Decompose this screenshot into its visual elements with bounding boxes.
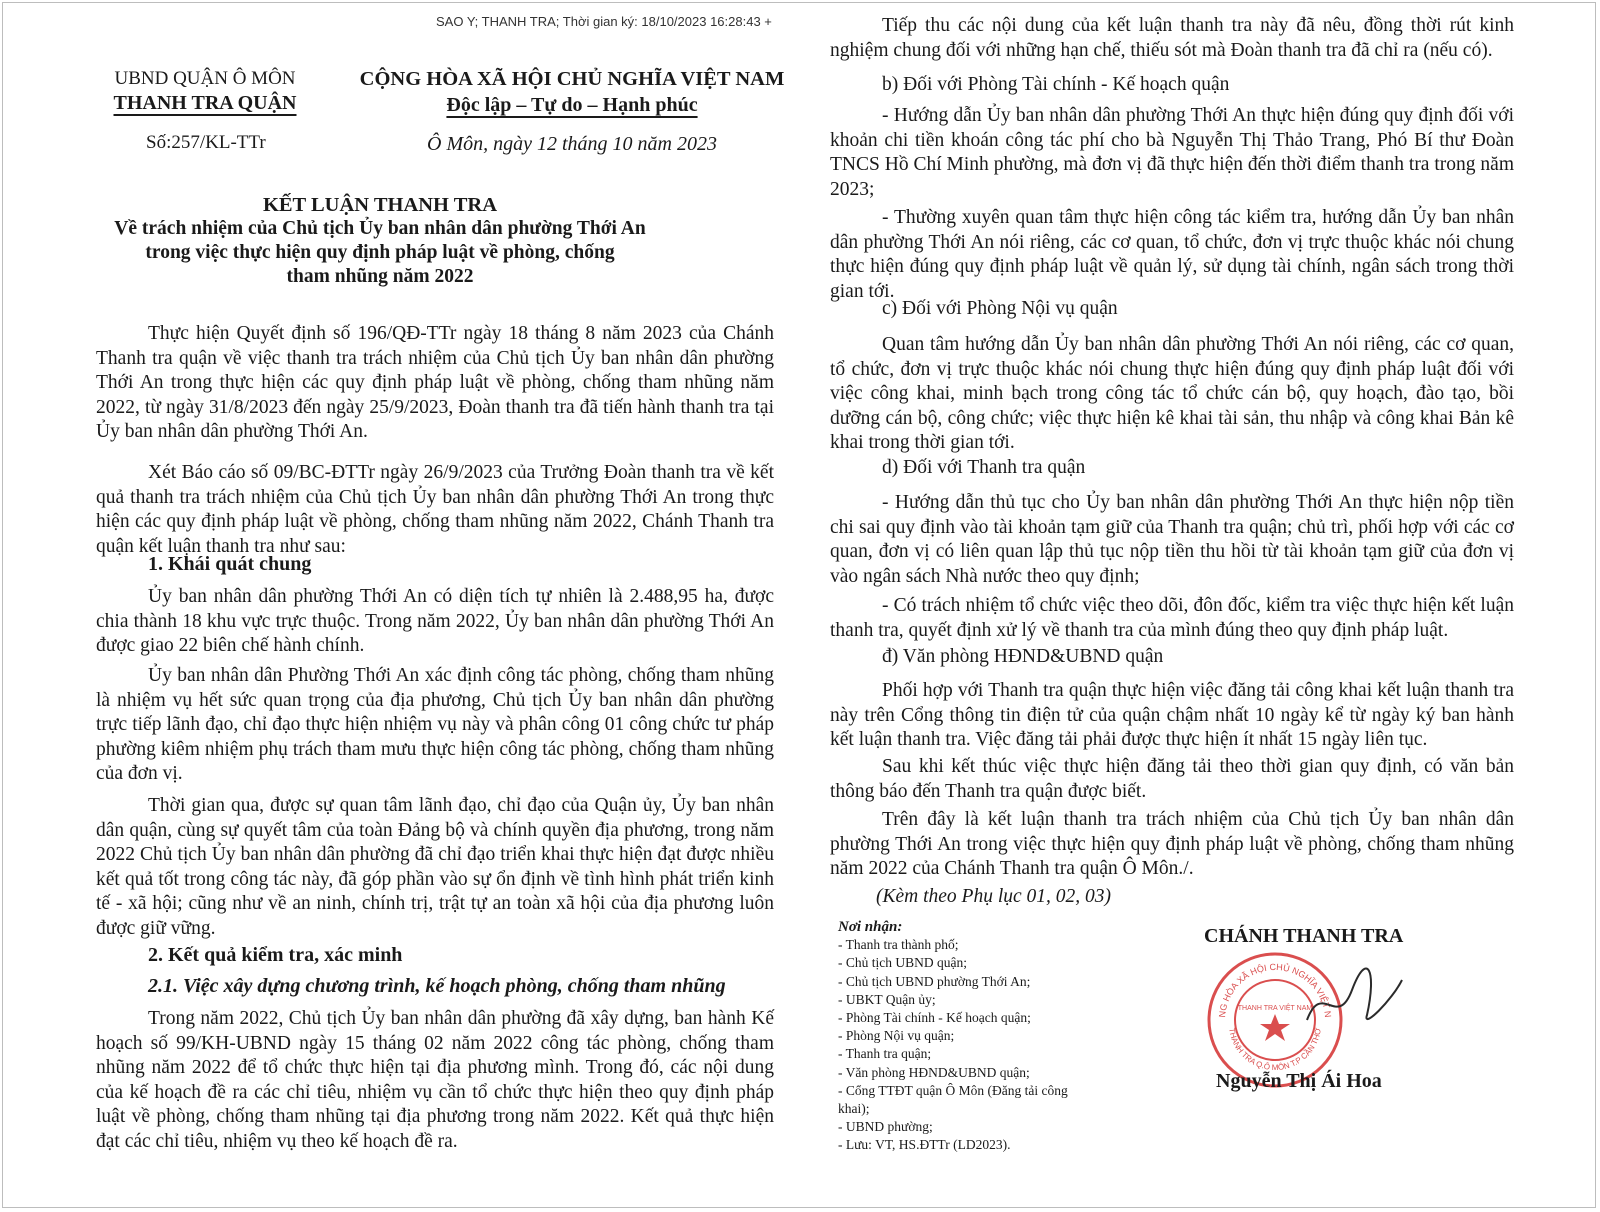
recipient-item: - Thanh tra thành phố; [838,937,959,953]
heading-office: đ) Văn phòng HĐND&UBND quận [882,646,1164,667]
recipients-list [838,918,1098,1155]
paragraph-area: Ủy ban nhân dân phường Thới An có diện tích tự nhiên là 2.488,95 ha, được chia thành 18 khu vực trực thuộc. Trong năm 2022, Ủy ban nhân dân phường Thới An được giao 22 biên chế hành chính. [96,586,774,656]
signature-scribble [1297,960,1407,1040]
official-seal [1205,950,1345,1090]
paragraph-intro: Thực hiện Quyết định số 196/QĐ-TTr ngày 18 tháng 8 năm 2023 của Chánh Thanh tra quận về việc thanh tra trách nhiệm của Chủ tịch Ủy ban nhân dân phường Thới An trong thực hiện các quy định pháp luật về phòng, chống tham nhũng năm 2022, từ ngày 31/8/2023 đến ngày 25/9/2023, Đoàn thanh tra đã tiến hành thanh tra tại Ủy ban nhân dân phường Thới An. [96,323,774,442]
seal-text-inner: THANH TRA VIỆT NAM [1237,1005,1313,1012]
nation-name: CỘNG HÒA XÃ HỘI CHỦ NGHĨA VIỆT NAM [359,68,785,90]
signer-role: CHÁNH THANH TRA [1204,925,1404,947]
paragraph-priority: Ủy ban nhân dân Phường Thới An xác định công tác phòng, chống tham nhũng là nhiệm vụ hết sức quan trọng của địa phương, Chủ tịch Ủy ban nhân dân phường trực tiếp lãnh đạo, chỉ đạo thực hiện nhiệm vụ này và phân công 01 công chức tư pháp phường kiêm nhiệm phụ trách tham mưu thực hiện công tác phòng, chống tham nhũng của đơn vị. [96,665,774,784]
paragraph-results: Thời gian qua, được sự quan tâm lãnh đạo, chỉ đạo của Quận ủy, Ủy ban nhân dân quận, cùng sự quyết tâm của toàn Đảng bộ và chính quyền địa phương, trong năm 2022 Chủ tịch Ủy ban nhân dân phường đã chỉ đạo triển khai thực hiện đạt được nhiều kết quả tốt trong công tác này, đã góp phần vào sự ổn định về tình hình phát triển kinh tế - xã hội; cũng như về an ninh, chính trị, trật tự an toàn xã hội của địa phương luôn được giữ vững. [96,795,774,939]
paragraph-home-affairs: Quan tâm hướng dẫn Ủy ban nhân dân phường Thới An nói riêng, các cơ quan, tổ chức, đơn vị trực thuộc khác nói chung thực hiện đúng quy định pháp luật đối với việc công khai, minh bạch trong công tác tổ chức cán bộ, quy hoạch, đào tạo, bồi dưỡng cán bộ, công chức; việc thực hiện kê khai tài sản, thu nhập và công khai Bản kê khai trong thời gian tới. [830,334,1514,453]
paragraph-office: Phối hợp với Thanh tra quận thực hiện việc đăng tải công khai kết luận thanh tra này trên Cổng thông tin điện tử của quận chậm nhất 10 ngày kể từ ngày ký ban hành kết luận thanh tra. Việc đăng tải phải được thực hiện ít nhất 15 ngày liên tục. [830,680,1514,750]
heading-inspectorate: d) Đối với Thanh tra quận [882,457,1086,478]
paragraph-inspectorate-1: - Hướng dẫn thủ tục cho Ủy ban nhân dân phường Thới An thực hiện nộp tiền chi sai quy định vào tài khoản tạm giữ của Thanh tra quận; chủ trì, phối hợp với các cơ quan, đơn vị có liên quan lập thủ tục nộp tiền thu hồi từ tài khoản tạm giữ của đơn vị vào ngân sách Nhà nước theo quy định; [830,492,1514,587]
recipient-item: - Văn phòng HĐND&UBND quận; [838,1064,1030,1080]
title-line-2: trong việc thực hiện quy định pháp luật về phòng, chống [145,242,615,263]
signer-name: Nguyễn Thị Ái Hoa [1216,1070,1382,1092]
recipient-item: - Lưu: VT, HS.ĐTTr (LD2023). [838,1137,1011,1153]
paragraph-report: Xét Báo cáo số 09/BC-ĐTTr ngày 26/9/2023 của Trưởng Đoàn thanh tra về kết quả thanh tra trách nhiệm của Chủ tịch Ủy ban nhân dân phường Thới An trong thực hiện các quy định pháp luật về phòng, chống tham nhũng năm 2022, Chánh Thanh tra quận kết luận thanh tra như sau: [96,462,774,557]
paragraph-inspectorate-2: - Có trách nhiệm tổ chức việc theo dõi, đôn đốc, kiểm tra việc thực hiện kết luận thanh tra, quyết định xử lý về thanh tra của mình đúng theo quy định pháp luật. [830,595,1514,641]
paragraph-plan: Trong năm 2022, Chủ tịch Ủy ban nhân dân phường đã xây dựng, ban hành Kế hoạch số 99/KH-UBND ngày 15 tháng 02 năm 2022 công tác phòng, chống tham nhũng năm 2022 để tổ chức thực hiện tại địa phương mình. Trong đó, các nội dung của kế hoạch đề ra các chỉ tiêu, nhiệm vụ cần tổ chức thực hiện theo quy định pháp luật về phòng, chống tham nhũng tại địa phương trong năm 2022. Kết quả thực hiện đạt các chỉ tiêu, nhiệm vụ theo kế hoạch đề ra. [96,1008,774,1152]
recipient-item: - Thanh tra quận; [838,1046,932,1062]
paragraph-conclusion: Trên đây là kết luận thanh tra trách nhiệm của Chủ tịch Ủy ban nhân dân phường Thới An trong việc thực hiện quy định pháp luật về phòng, chống tham nhũng năm 2022 của Chánh Thanh tra quận Ô Môn./. [830,809,1514,879]
title-line-3: tham nhũng năm 2022 [286,266,474,287]
recipient-item: - Cổng TTĐT quận Ô Môn (Đăng tải công khai); [838,1082,1068,1117]
heading-finance-dept: b) Đối với Phòng Tài chính - Kế hoạch quận [882,74,1230,95]
agency-name: THANH TRA QUẬN [113,92,297,114]
recipient-item: - Phòng Nội vụ quận; [838,1028,955,1044]
heading-program-plan: 2.1. Việc xây dựng chương trình, kế hoạch phòng, chống tham nhũng [148,975,726,997]
title-line-1: Về trách nhiệm của Chủ tịch Ủy ban nhân dân phường Thới An [114,218,646,239]
paragraph-finance-1: - Hướng dẫn Ủy ban nhân dân phường Thới An thực hiện đúng quy định đối với khoản chi tiền khoán công tác phí cho bà Nguyễn Thị Thảo Trang, Phó Bí thư Đoàn TNCS Hồ Chí Minh phường, mà đơn vị đã thực hiện đến thời điểm thanh tra trong năm 2023; [830,105,1514,200]
recipients-title: Nơi nhận: [838,919,903,935]
recipient-item: - Chủ tịch UBND phường Thới An; [838,973,1031,989]
paragraph-finance-2: - Thường xuyên quan tâm thực hiện công tác kiểm tra, hướng dẫn Ủy ban nhân dân phường Thới An nói riêng, các cơ quan, tổ chức, đơn vị trực thuộc khác nói chung thực hiện đúng quy định pháp luật về quản lý, sử dụng tài chính, ngân sách trong thời gian tới. [830,207,1514,302]
heading-inspection: 2. Kết quả kiểm tra, xác minh [148,944,403,966]
seal-text-top: NG HÒA XÃ HỘI CHỦ NGHĨA VIỆT N [1216,961,1334,1018]
seal-text-bottom: THANH TRA Q.Ô MÔN T.P CẦN THƠ [1227,1027,1323,1073]
recipient-item: - UBND phường; [838,1119,933,1135]
agency-parent: UBND QUẬN Ô MÔN [114,68,296,89]
place-and-date: Ô Môn, ngày 12 tháng 10 năm 2023 [427,133,717,155]
digital-signature-line: SAO Y; THANH TRA; Thời gian ký: 18/10/2023 16:28:43 + [436,14,772,29]
paragraph-acknowledge: Tiếp thu các nội dung của kết luận thanh tra này đã nêu, đồng thời rút kinh nghiệm chung đối với những hạn chế, thiếu sót mà Đoàn thanh tra đã chỉ ra (nếu có). [830,15,1514,61]
document-number: Số:257/KL-TTr [146,132,266,153]
recipient-item: - Chủ tịch UBND quận; [838,955,967,971]
heading-general: 1. Khái quát chung [148,553,312,575]
paragraph-after: Sau khi kết thúc việc thực hiện đăng tải theo thời gian quy định, có văn bản thông báo đến Thanh tra quận được biết. [830,756,1514,802]
heading-home-affairs: c) Đối với Phòng Nội vụ quận [882,298,1118,319]
recipient-item: - UBKT Quận ủy; [838,991,936,1007]
attachment-note: (Kèm theo Phụ lục 01, 02, 03) [876,886,1112,907]
recipient-item: - Phòng Tài chính - Kế hoạch quận; [838,1010,1031,1026]
document-title: KẾT LUẬN THANH TRA [262,194,498,216]
nation-motto: Độc lập – Tự do – Hạnh phúc [446,94,698,116]
